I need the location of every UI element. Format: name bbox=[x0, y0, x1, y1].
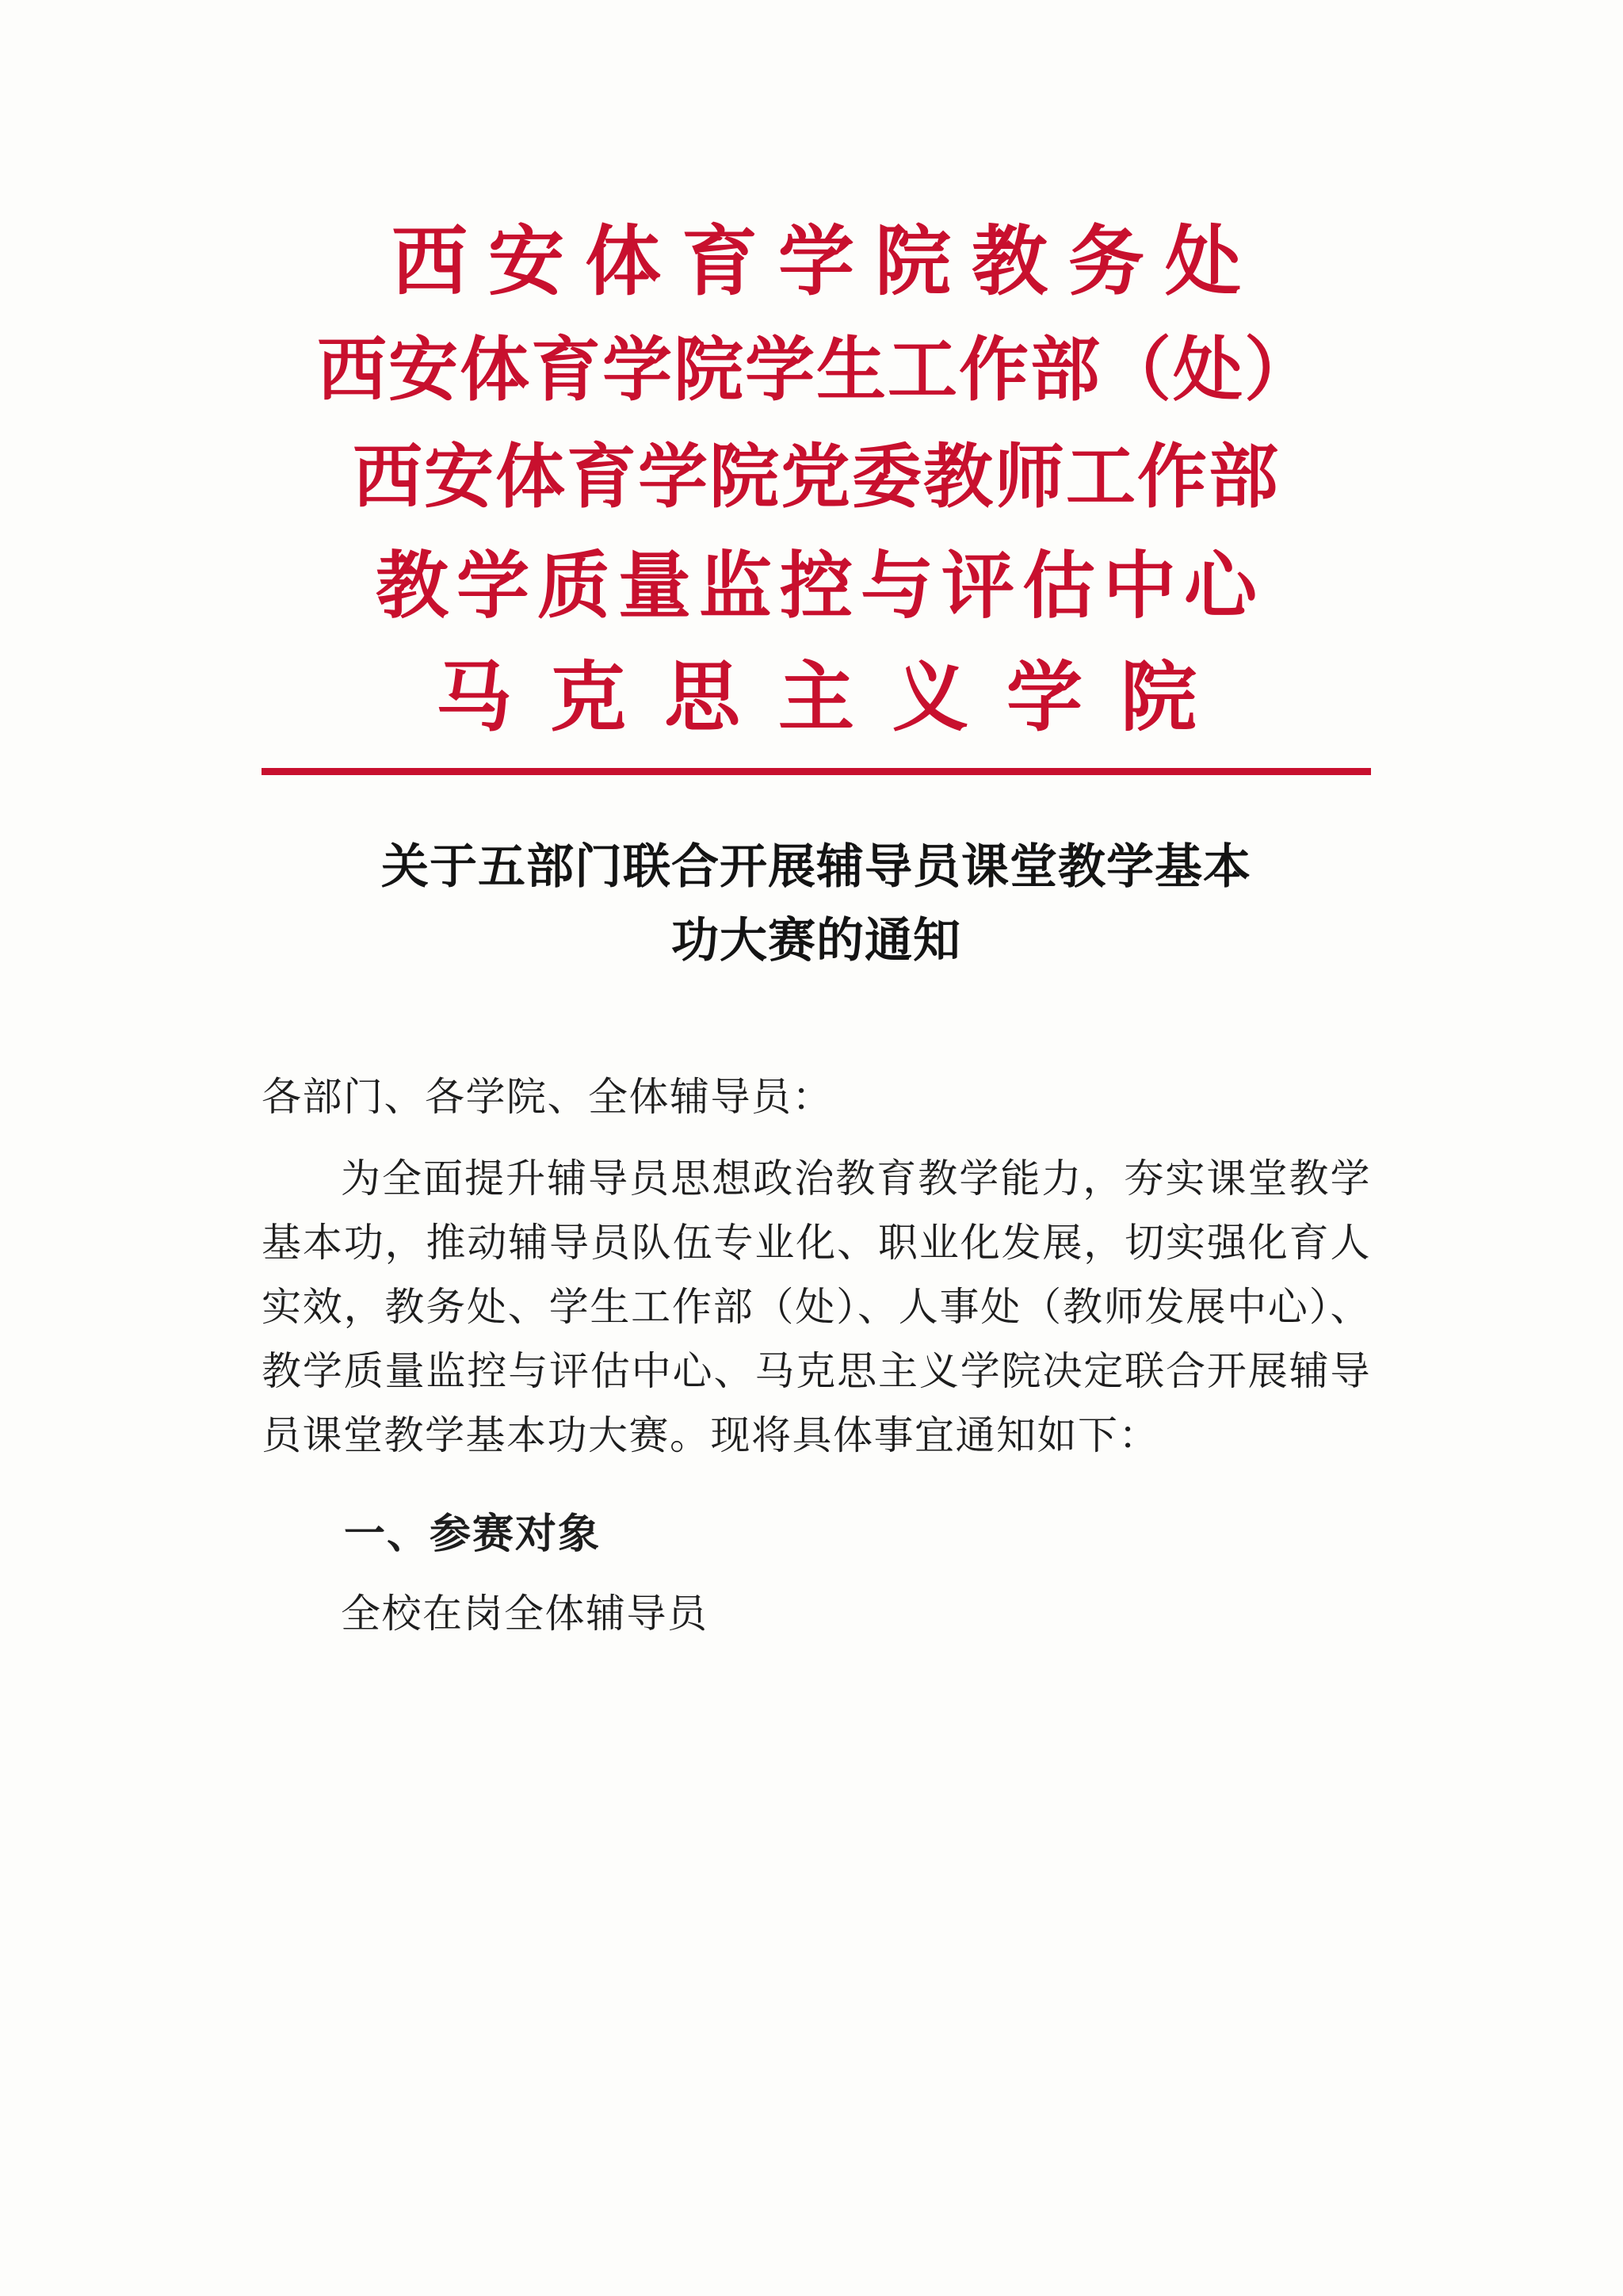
section-body-1: 全校在岗全体辅导员 bbox=[341, 1591, 708, 1636]
document-body bbox=[262, 1065, 1371, 1646]
letterhead bbox=[262, 214, 1371, 747]
document-title bbox=[262, 831, 1371, 978]
document-title-line-2: 功大赛的通知 bbox=[671, 914, 961, 967]
letterhead-line-5: 马克思主义学院 bbox=[436, 655, 1235, 740]
document-content bbox=[262, 0, 1371, 1667]
letterhead-divider bbox=[262, 768, 1371, 775]
document-title-line-1: 关于五部门联合开展辅导员课堂教学基本 bbox=[381, 840, 1251, 893]
red-rule bbox=[262, 768, 1371, 775]
letterhead-line-3: 西安体育学院党委教师工作部 bbox=[352, 439, 1280, 517]
letterhead-line-4: 教学质量监控与评估中心 bbox=[375, 546, 1265, 628]
letterhead-line-2: 西安体育学院学生工作部（处） bbox=[316, 332, 1316, 410]
section-heading-1: 一、参赛对象 bbox=[344, 1511, 601, 1557]
opening-paragraph: 为全面提升辅导员思想政治教育教学能力，夯实课堂教学基本功，推动辅导员队伍专业化、职业化发展，切实强化育人实效，教务处、学生工作部（处）、人事处（教师发展中心）、教学质量监控与评估中心、马克思主义学院决定联合开展辅导员课堂教学基本功大赛。现将具体事宜通知如下： bbox=[262, 1156, 1371, 1457]
letterhead-line-1: 西安体育学院教务处 bbox=[391, 220, 1262, 304]
salutation: 各部门、各学院、全体辅导员： bbox=[262, 1074, 833, 1119]
